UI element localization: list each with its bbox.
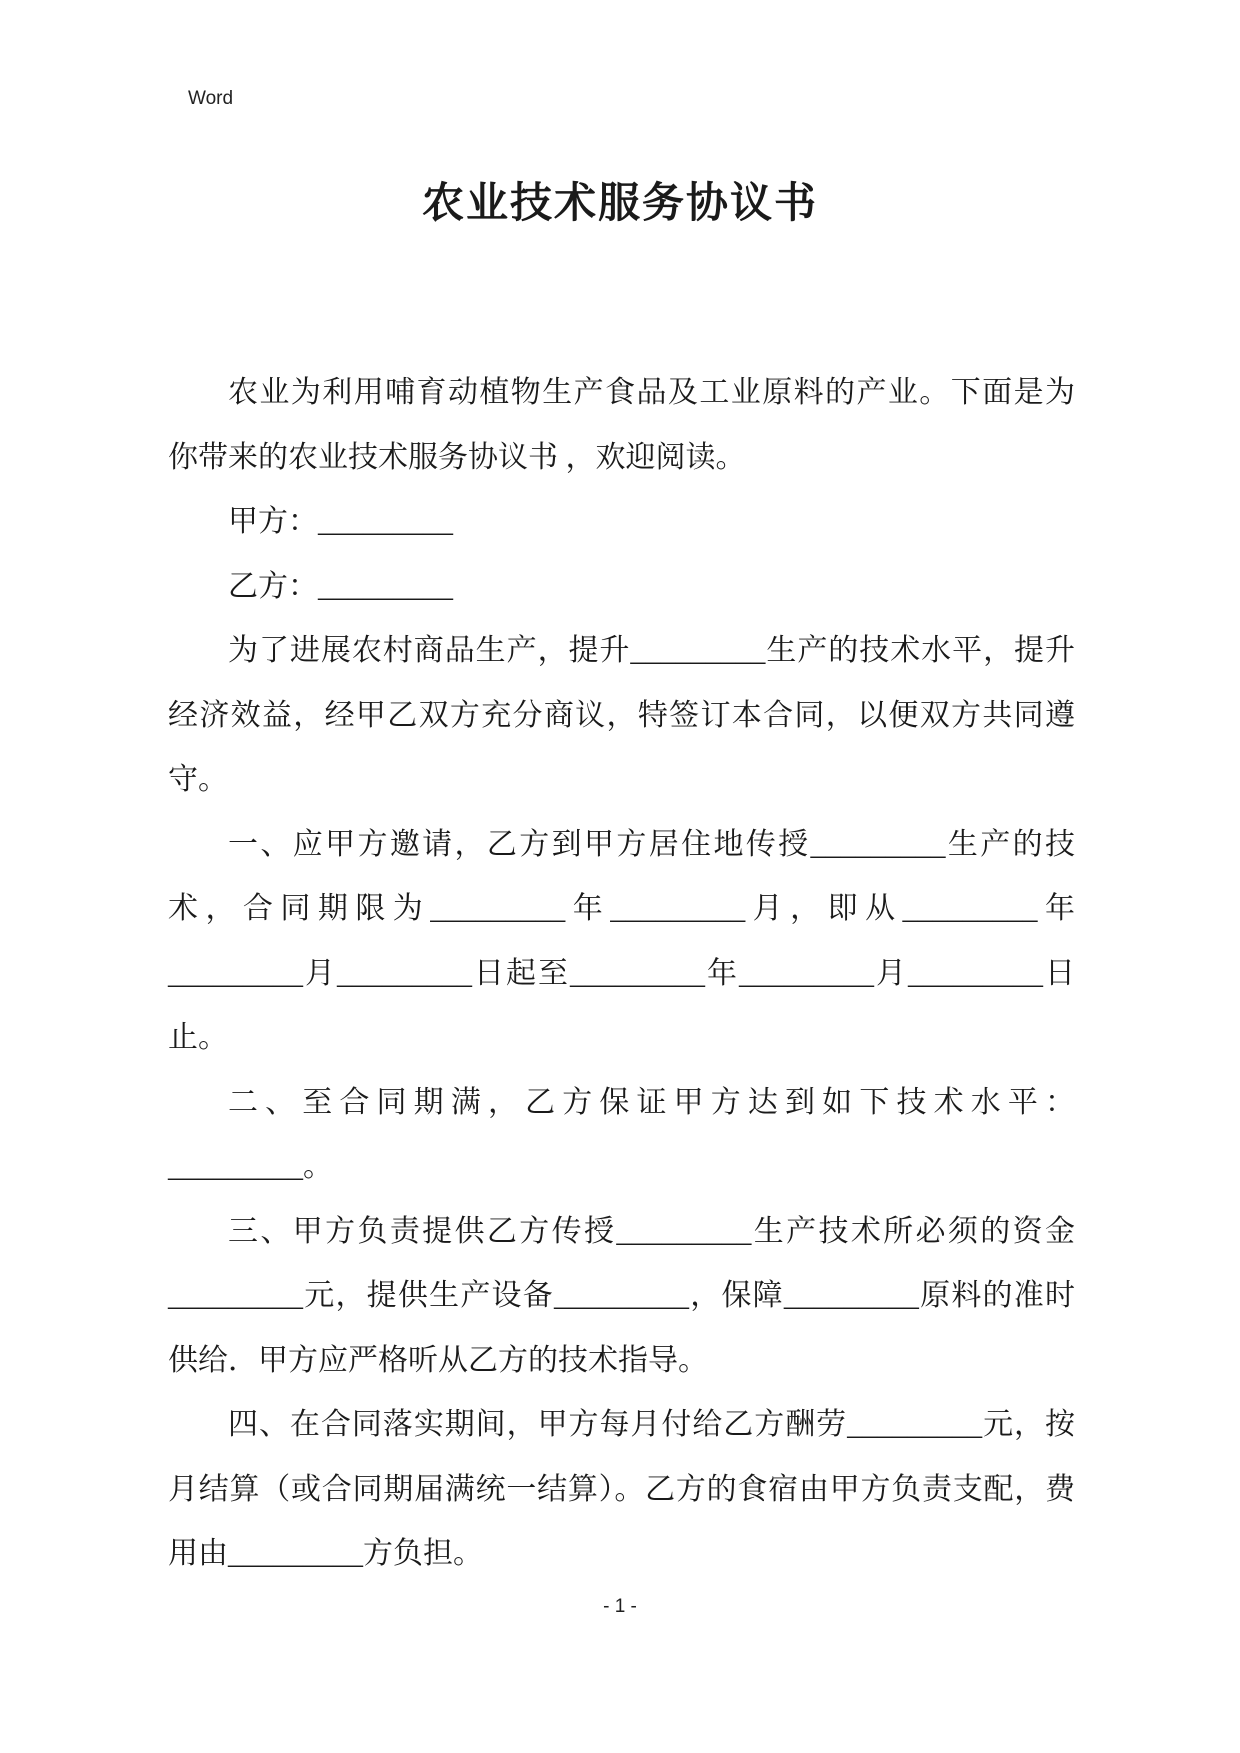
paragraph: [168, 490, 1075, 555]
paragraph-line: _________元，提供生产设备_________，保障_________原料的准时: [168, 1279, 1075, 1312]
word-app-label: Word: [188, 88, 234, 109]
paragraph-line: 月结算（或合同期届满统一结算）。乙方的食宿由甲方负责支配，费: [168, 1472, 1075, 1506]
paragraph-line: 四、在合同落实期间，甲方每月付给乙方酬劳_________元，按: [228, 1408, 1075, 1441]
paragraph-line: 为了进展农村商品生产，提升_________生产的技术水平，提升: [228, 634, 1075, 667]
paragraph: [168, 1200, 1075, 1394]
paragraph-line: 止。: [168, 1021, 228, 1054]
paragraph: [168, 1071, 1075, 1200]
paragraph-line: 二、至合同期满，乙方保证甲方达到如下技术水平：: [228, 1085, 1075, 1119]
paragraph-line: 经济效益，经甲乙双方充分商议，特签订本合同，以便双方共同遵: [168, 698, 1075, 732]
paragraph-line: _________。: [168, 1150, 333, 1183]
paragraph-line: 一、应甲方邀请，乙方到甲方居住地传授_________生产的技: [228, 827, 1075, 861]
paragraph-line: 术，合同期限为_________年_________月，即从_________年: [168, 892, 1075, 925]
paragraph-line: 你带来的农业技术服务协议书 ，欢迎阅读。: [168, 440, 746, 474]
paragraph: [168, 1393, 1075, 1587]
document-title: 农业技术服务协议书: [421, 181, 818, 227]
paragraph-line: 守。: [168, 763, 228, 796]
paragraph-line: 三、甲方负责提供乙方传授_________生产技术所必须的资金: [228, 1214, 1075, 1248]
paragraph-line: 乙方：_________: [228, 569, 453, 603]
paragraph-line: 农业为利用哺育动植物生产食品及工业原料的产业。下面是为: [228, 376, 1075, 409]
paragraph-line: 甲方：_________: [228, 505, 453, 538]
paragraph-line: 供给．甲方应严格听从乙方的技术指导。: [168, 1343, 708, 1377]
paragraph: [168, 555, 1075, 620]
paragraph-line: 用由_________方负担。: [168, 1537, 483, 1570]
paragraph-line: _________月_________日起至_________年_________月_________日: [168, 956, 1075, 990]
paragraph: [168, 361, 1075, 490]
paragraph: [168, 813, 1075, 1071]
document-body: [168, 361, 1075, 1587]
paragraph: [168, 619, 1075, 813]
page-number: - 1 -: [603, 1596, 637, 1617]
